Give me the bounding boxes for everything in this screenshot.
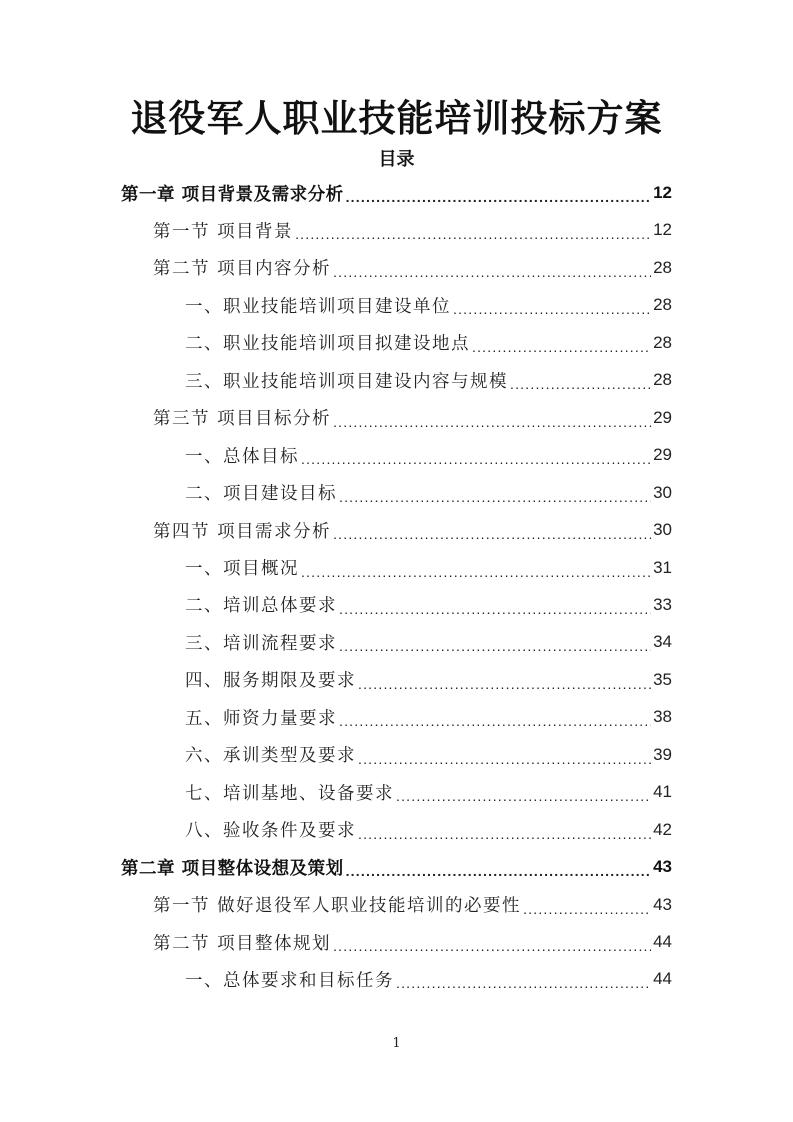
toc-entry-label: 四、服务期限及要求 xyxy=(185,671,356,692)
toc-section-entry[interactable] xyxy=(153,925,672,959)
toc-item-entry[interactable] xyxy=(185,700,672,734)
toc-section-entry[interactable] xyxy=(153,251,672,285)
toc-entry-label: 第二章 项目整体设想及策划 xyxy=(121,858,344,879)
toc-entry-label: 第三节 项目目标分析 xyxy=(153,409,332,430)
toc-entry-page-number: 29 xyxy=(653,407,672,427)
toc-entry-label: 第二节 项目内容分析 xyxy=(153,259,332,280)
dot-leader xyxy=(333,526,651,542)
toc-section-entry[interactable] xyxy=(153,513,672,547)
dot-leader xyxy=(453,301,651,317)
document-title: 退役军人职业技能培训投标方案 xyxy=(130,97,663,140)
dot-leader xyxy=(472,339,651,355)
toc-item-entry[interactable] xyxy=(185,588,672,622)
toc-item-entry[interactable] xyxy=(185,775,672,809)
toc-entry-label: 第四节 项目需求分析 xyxy=(153,521,332,542)
toc-entry-label: 第一章 项目背景及需求分析 xyxy=(121,184,344,205)
toc-item-entry[interactable] xyxy=(185,663,672,697)
dot-leader xyxy=(301,564,651,580)
toc-entry-page-number: 12 xyxy=(653,220,672,240)
toc-section-entry[interactable] xyxy=(153,401,672,435)
toc-entry-page-number: 28 xyxy=(653,257,672,277)
toc-entry-label: 二、项目建设目标 xyxy=(185,484,337,505)
toc-entry-label: 二、培训总体要求 xyxy=(185,596,337,617)
toc-entry-page-number: 41 xyxy=(653,782,672,802)
toc-heading: 目录 xyxy=(378,149,415,170)
toc-entry-page-number: 43 xyxy=(653,894,672,914)
toc-entry-page-number: 31 xyxy=(653,557,672,577)
dot-leader xyxy=(339,601,651,617)
toc-entry-page-number: 30 xyxy=(653,482,672,502)
toc-item-entry[interactable] xyxy=(185,438,672,472)
toc-entry-page-number: 29 xyxy=(653,445,672,465)
toc-entry-page-number: 30 xyxy=(653,520,672,540)
toc-item-entry[interactable] xyxy=(185,962,672,996)
toc-item-entry[interactable] xyxy=(185,476,672,510)
dot-leader xyxy=(339,489,651,505)
toc-entry-page-number: 34 xyxy=(653,632,672,652)
toc-entry-page-number: 44 xyxy=(653,932,672,951)
toc-entry-page-number: 28 xyxy=(653,332,672,352)
dot-leader xyxy=(346,189,651,205)
toc-entry-page-number: 35 xyxy=(653,669,672,689)
toc-entry-label: 二、职业技能培训项目拟建设地点 xyxy=(185,334,470,355)
toc-item-entry[interactable] xyxy=(185,625,672,659)
dot-leader xyxy=(333,264,651,280)
toc-item-entry[interactable] xyxy=(185,363,672,397)
dot-leader xyxy=(333,938,651,954)
toc-entry-label: 三、培训流程要求 xyxy=(185,633,337,654)
toc-item-entry[interactable] xyxy=(185,288,672,322)
dot-leader xyxy=(358,676,651,692)
toc-section-entry[interactable] xyxy=(153,213,672,247)
toc-entry-label: 一、总体目标 xyxy=(185,446,299,467)
toc-entry-label: 第二节 项目整体规划 xyxy=(153,933,332,954)
toc-entry-label: 八、验收条件及要求 xyxy=(185,821,356,842)
dot-leader xyxy=(346,863,651,879)
toc-entry-label: 一、总体要求和目标任务 xyxy=(185,970,394,991)
dot-leader xyxy=(510,376,651,392)
page-number: 1 xyxy=(392,1036,401,1051)
toc-item-entry[interactable] xyxy=(185,813,672,847)
toc-chapter-entry[interactable] xyxy=(121,850,672,884)
toc-entry-label: 第一节 做好退役军人职业技能培训的必要性 xyxy=(153,896,522,917)
dot-leader xyxy=(358,751,651,767)
dot-leader xyxy=(358,826,651,842)
toc-entry-page-number: 39 xyxy=(653,744,672,764)
toc-chapter-entry[interactable] xyxy=(121,176,672,210)
toc-entry-page-number: 42 xyxy=(653,819,672,839)
toc-entry-label: 五、师资力量要求 xyxy=(185,708,337,729)
dot-leader xyxy=(339,638,651,654)
toc-entry-label: 三、职业技能培训项目建设内容与规模 xyxy=(185,371,508,392)
toc-entry-label: 一、项目概况 xyxy=(185,559,299,579)
toc-entry-page-number: 38 xyxy=(653,707,672,727)
toc-item-entry[interactable] xyxy=(185,551,672,585)
toc-entry-page-number: 12 xyxy=(653,183,672,202)
toc-entry-page-number: 28 xyxy=(653,295,672,315)
toc-entry-page-number: 28 xyxy=(653,370,672,390)
toc-entry-label: 第一节 项目背景 xyxy=(153,221,294,242)
dot-leader xyxy=(333,414,651,430)
toc-entry-page-number: 44 xyxy=(653,969,672,989)
dot-leader xyxy=(295,226,651,242)
toc-entry-label: 七、培训基地、设备要求 xyxy=(185,783,394,804)
dot-leader xyxy=(523,901,651,917)
toc-item-entry[interactable] xyxy=(185,326,672,360)
dot-leader xyxy=(396,788,651,804)
dot-leader xyxy=(339,713,651,729)
toc-entry-label: 一、职业技能培训项目建设单位 xyxy=(185,296,451,317)
toc-entry-page-number: 43 xyxy=(653,857,672,877)
dot-leader xyxy=(301,451,651,467)
toc-entry-label: 六、承训类型及要求 xyxy=(185,746,356,767)
dot-leader xyxy=(396,975,651,991)
toc-item-entry[interactable] xyxy=(185,738,672,772)
toc-entry-page-number: 33 xyxy=(653,594,672,614)
toc-section-entry[interactable] xyxy=(153,888,672,922)
